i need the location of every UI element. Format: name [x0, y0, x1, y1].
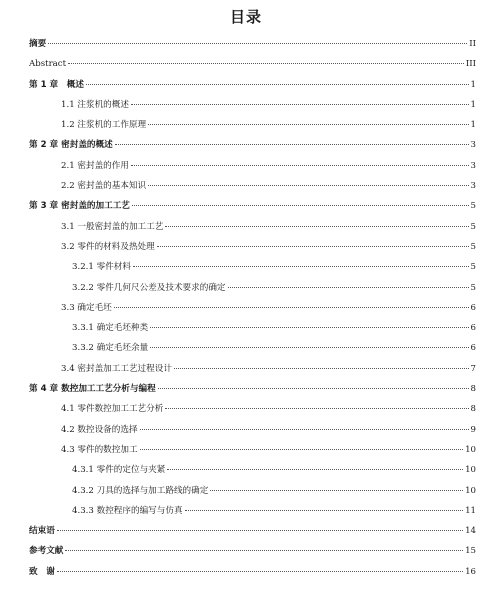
dot-leader — [131, 104, 469, 105]
dot-leader — [65, 550, 463, 551]
toc-entry-title: 4.1 零件数控加工工艺分析 — [61, 404, 164, 415]
toc-entry-page-number: III — [465, 59, 476, 70]
dot-leader — [140, 429, 469, 430]
toc-entry[interactable] — [29, 399, 476, 419]
toc-entry-title: 3.1 一般密封盖的加工工艺 — [61, 221, 164, 232]
dot-leader — [57, 571, 463, 572]
toc-entry[interactable] — [29, 562, 476, 582]
dot-leader — [185, 510, 464, 511]
toc-entry-page-number: 16 — [465, 566, 476, 577]
dot-leader — [165, 226, 468, 227]
toc-entry[interactable] — [29, 541, 476, 561]
toc-entry-page-number: 9 — [470, 424, 476, 435]
dot-leader — [133, 266, 469, 267]
toc-entry-page-number: 10 — [465, 485, 476, 496]
toc-entry[interactable] — [29, 379, 476, 399]
toc-entry-title: 4.2 数控设备的选择 — [61, 424, 138, 435]
toc-entry[interactable] — [29, 135, 476, 155]
toc-entry[interactable] — [29, 318, 476, 338]
toc-entry-page-number: 1 — [470, 99, 476, 110]
dot-leader — [157, 246, 469, 247]
toc-entry-title: 参考文献 — [29, 546, 64, 557]
toc-title: 目录 — [229, 8, 262, 26]
toc-entry-page-number: 5 — [470, 201, 476, 212]
dot-leader — [86, 84, 469, 85]
toc-entry-page-number: 3 — [470, 181, 476, 192]
toc-entry[interactable] — [29, 54, 476, 74]
toc-entry[interactable] — [29, 95, 476, 115]
dot-leader — [68, 63, 464, 64]
toc-entry[interactable] — [29, 501, 476, 521]
toc-entry[interactable] — [29, 481, 476, 501]
toc-entry-title: 致 谢 — [29, 566, 55, 577]
dot-leader — [140, 449, 464, 450]
toc-list — [29, 34, 476, 582]
toc-entry-title: Abstract — [29, 59, 67, 70]
toc-entry-title: 结束语 — [29, 526, 55, 537]
toc-entry-page-number: 5 — [470, 262, 476, 273]
toc-entry-page-number: II — [469, 39, 476, 49]
toc-entry-title: 2.1 密封盖的作用 — [61, 160, 129, 171]
toc-entry[interactable] — [29, 115, 476, 135]
toc-entry-page-number: 5 — [470, 221, 476, 232]
toc-entry-page-number: 6 — [470, 323, 476, 334]
toc-entry-title: 1.1 注浆机的概述 — [61, 99, 129, 110]
dot-leader — [165, 408, 468, 409]
toc-entry-title: 第 2 章 密封盖的概述 — [29, 140, 113, 151]
toc-entry[interactable] — [29, 156, 476, 176]
toc-entry-page-number: 1 — [470, 79, 476, 90]
dot-leader — [132, 205, 469, 206]
dot-leader — [57, 530, 463, 531]
toc-entry[interactable] — [29, 359, 476, 379]
toc-entry[interactable] — [29, 34, 476, 54]
toc-entry-page-number: 5 — [470, 282, 476, 293]
toc-entry-page-number: 10 — [465, 444, 476, 455]
dot-leader — [167, 469, 463, 470]
toc-entry-page-number: 11 — [465, 505, 476, 516]
toc-entry-page-number: 1 — [470, 120, 476, 131]
toc-entry-page-number: 6 — [470, 302, 476, 313]
toc-entry-title: 2.2 密封盖的基本知识 — [61, 181, 147, 192]
dot-leader — [158, 388, 469, 389]
toc-entry-page-number: 8 — [470, 404, 476, 415]
toc-entry[interactable] — [29, 278, 476, 298]
toc-entry[interactable] — [29, 460, 476, 480]
toc-entry-title: 3.2 零件的材料及热处理 — [61, 241, 155, 252]
dot-leader — [115, 144, 469, 145]
toc-entry-title: 4.3.2 刀具的选择与加工路线的确定 — [72, 485, 209, 496]
toc-entry[interactable] — [29, 176, 476, 196]
dot-leader — [148, 185, 468, 186]
toc-entry[interactable] — [29, 237, 476, 257]
toc-entry[interactable] — [29, 257, 476, 277]
dot-leader — [228, 287, 469, 288]
toc-entry[interactable] — [29, 440, 476, 460]
toc-entry-page-number: 10 — [465, 465, 476, 476]
dot-leader — [210, 490, 463, 491]
toc-entry-title: 3.3.1 确定毛坯种类 — [72, 323, 149, 334]
toc-entry-page-number: 7 — [470, 363, 476, 374]
dot-leader — [48, 43, 467, 44]
toc-entry-title: 3.2.2 零件几何尺公差及技术要求的确定 — [72, 282, 226, 293]
toc-entry[interactable] — [29, 196, 476, 216]
toc-entry[interactable] — [29, 338, 476, 358]
toc-entry[interactable] — [29, 217, 476, 237]
toc-entry-page-number: 15 — [465, 546, 476, 557]
dot-leader — [174, 368, 469, 369]
toc-entry-title: 3.3.2 确定毛坯余量 — [72, 343, 149, 354]
toc-entry[interactable] — [29, 75, 476, 95]
toc-entry-page-number: 8 — [470, 384, 476, 395]
toc-entry-title: 第 1 章 概述 — [29, 79, 84, 90]
toc-entry[interactable] — [29, 521, 476, 541]
dot-leader — [148, 124, 468, 125]
toc-entry-title: 1.2 注浆机的工作原理 — [61, 120, 147, 131]
dot-leader — [114, 307, 469, 308]
toc-entry-title: 第 3 章 密封盖的加工工艺 — [29, 201, 130, 212]
toc-entry-page-number: 3 — [470, 140, 476, 151]
toc-entry-title: 4.3 零件的数控加工 — [61, 444, 138, 455]
toc-entry-title: 3.3 确定毛坯 — [61, 302, 112, 313]
toc-entry-title: 4.3.1 零件的定位与夹紧 — [72, 465, 166, 476]
toc-entry-title: 第 4 章 数控加工工艺分析与编程 — [29, 384, 156, 395]
toc-entry-page-number: 6 — [470, 343, 476, 354]
toc-entry-title: 摘要 — [29, 39, 47, 49]
toc-entry-title: 4.3.3 数控程序的编写与仿真 — [72, 505, 183, 516]
toc-entry[interactable] — [29, 420, 476, 440]
toc-entry-page-number: 5 — [470, 241, 476, 252]
toc-entry-title: 3.2.1 零件材料 — [72, 262, 131, 273]
dot-leader — [131, 165, 469, 166]
toc-entry[interactable] — [29, 298, 476, 318]
dot-leader — [150, 347, 468, 348]
toc-entry-page-number: 14 — [465, 526, 476, 537]
dot-leader — [150, 327, 468, 328]
toc-entry-page-number: 3 — [470, 160, 476, 171]
toc-entry-title: 3.4 密封盖加工工艺过程设计 — [61, 363, 172, 374]
